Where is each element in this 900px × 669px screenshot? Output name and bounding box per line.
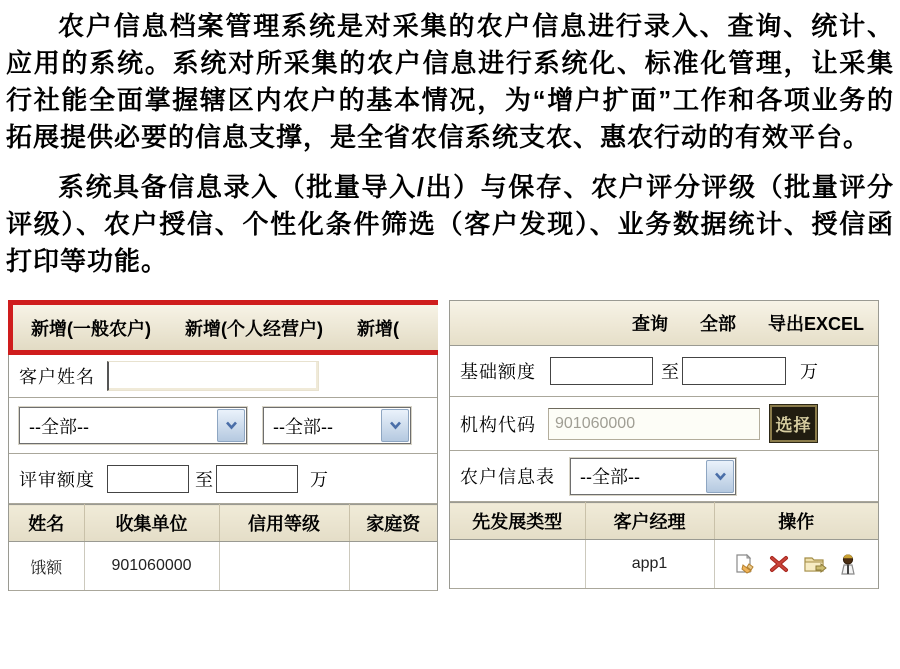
table-row[interactable] <box>9 542 437 591</box>
col-credit-grade[interactable]: 信用等级 <box>219 505 349 542</box>
farmer-table-dropdown[interactable] <box>570 458 736 495</box>
col-name[interactable]: 姓名 <box>9 505 84 542</box>
filter-dropdown-1[interactable] <box>19 407 247 444</box>
cell-dev-type <box>450 540 585 589</box>
add-individual-business-button[interactable]: 新增(个人经营户) <box>185 318 323 339</box>
chevron-down-icon <box>217 409 245 442</box>
export-icon[interactable] <box>803 553 825 575</box>
col-family-assets[interactable]: 家庭资 <box>349 505 437 542</box>
filter-dropdown-2-value: --全部-- <box>273 416 333 437</box>
cell-credit-grade <box>219 542 349 591</box>
cell-name: 饿额 <box>9 542 84 591</box>
left-dropdown-row <box>9 398 437 454</box>
col-actions[interactable]: 操作 <box>714 503 878 540</box>
right-filter-form <box>449 346 879 589</box>
customer-name-label: 客户姓名 <box>19 367 95 387</box>
chevron-down-icon <box>706 460 734 493</box>
base-amount-min-input[interactable] <box>550 357 653 385</box>
base-amount-label: 基础额度 <box>460 362 536 382</box>
intro-paragraph-2: 系统具备信息录入（批量导入/出）与保存、农户评分评级（批量评分评级）、农户授信、个性化条件筛选（客户发现）、业务数据统计、授信函打印等功能。 <box>6 172 894 276</box>
cell-customer-manager: app1 <box>585 540 714 589</box>
filter-dropdown-1-value: --全部-- <box>29 416 89 437</box>
table-header-row <box>9 505 437 542</box>
col-dev-type[interactable]: 先发展类型 <box>450 503 585 540</box>
cell-collect-unit: 901060000 <box>84 542 219 591</box>
choose-org-button[interactable]: 选择 <box>770 405 817 442</box>
farmer-table-label: 农户信息表 <box>460 467 555 487</box>
to-label: 至 <box>195 469 214 490</box>
delete-icon[interactable] <box>768 553 790 575</box>
farmer-query-panel <box>449 300 879 591</box>
table-header-row <box>450 503 878 540</box>
customer-name-input[interactable] <box>107 361 319 391</box>
review-amount-label: 评审额度 <box>19 469 95 490</box>
chevron-down-icon <box>381 409 409 442</box>
intro-paragraph-1: 农户信息档案管理系统是对采集的农户信息进行录入、查询、统计、应用的系统。系统对所采集的农户信息进行系统化、标准化管理，让采集行社能全面掌握辖区内农户的基本情况，为“增户扩面”工作和各项业务的拓展提供必要的信息支撑，是全省农信系统支农、惠农行动的有效平台。 <box>6 11 894 152</box>
query-button[interactable]: 查询 <box>631 314 668 334</box>
query-results-table <box>450 502 878 589</box>
cell-family-assets <box>349 542 437 591</box>
review-amount-min-input[interactable] <box>107 465 189 493</box>
edit-icon[interactable] <box>733 553 755 575</box>
customer-name-row <box>9 355 437 398</box>
col-collect-unit[interactable]: 收集单位 <box>84 505 219 542</box>
left-filter-form <box>8 355 438 591</box>
user-icon[interactable] <box>838 553 860 575</box>
table-row[interactable] <box>450 540 878 589</box>
unit-wan-label: 万 <box>310 469 329 490</box>
org-code-row <box>450 397 878 451</box>
col-customer-manager[interactable]: 客户经理 <box>585 503 714 540</box>
farmer-list-panel <box>8 300 438 591</box>
farmer-table-row <box>450 451 878 502</box>
org-code-label: 机构代码 <box>460 414 536 435</box>
unit-wan-label: 万 <box>800 362 819 382</box>
review-amount-row <box>9 454 437 504</box>
right-toolbar <box>449 300 879 346</box>
add-general-farmer-button[interactable]: 新增(一般农户) <box>31 318 151 339</box>
review-amount-max-input[interactable] <box>216 465 298 493</box>
farmer-results-table <box>9 504 437 591</box>
cell-actions <box>714 540 878 589</box>
to-label: 至 <box>661 362 680 382</box>
base-amount-row <box>450 346 878 397</box>
base-amount-max-input[interactable] <box>682 357 786 385</box>
screenshot-panels <box>8 300 879 591</box>
add-more-button[interactable]: 新增( <box>357 318 399 339</box>
all-button[interactable]: 全部 <box>699 314 736 334</box>
export-excel-button[interactable]: 导出EXCEL <box>767 314 864 334</box>
left-toolbar <box>8 300 438 355</box>
org-code-input[interactable] <box>548 408 760 440</box>
farmer-table-dropdown-value: --全部-- <box>580 467 640 487</box>
filter-dropdown-2[interactable] <box>263 407 411 444</box>
